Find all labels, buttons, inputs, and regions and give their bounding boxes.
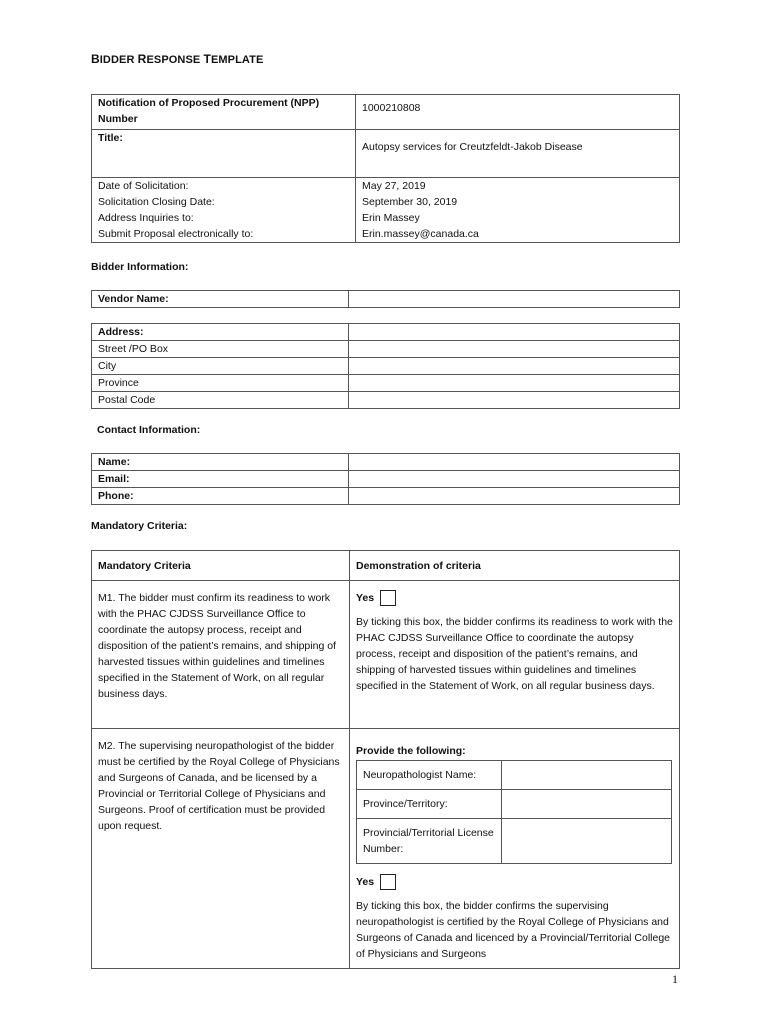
contact-name-field[interactable] bbox=[349, 454, 680, 471]
street-label: Street /PO Box bbox=[92, 341, 349, 358]
province-field[interactable] bbox=[349, 375, 680, 392]
title-value: Autopsy services for Creutzfeldt-Jakob Disease bbox=[356, 129, 680, 177]
contact-name-label: Name: bbox=[92, 454, 349, 471]
m1-yes-checkbox[interactable] bbox=[380, 590, 396, 606]
contact-table bbox=[91, 453, 680, 505]
city-field[interactable] bbox=[349, 358, 680, 375]
date-solicitation-value: May 27, 2019 bbox=[356, 177, 680, 194]
m2-provide-label: Provide the following: bbox=[356, 745, 466, 757]
npp-info-table bbox=[91, 94, 680, 243]
date-solicitation-label: Date of Solicitation: bbox=[92, 177, 356, 194]
col-demonstration-header: Demonstration of criteria bbox=[350, 551, 680, 581]
address-field[interactable] bbox=[349, 324, 680, 341]
neuropathologist-name-label: Neuropathologist Name: bbox=[357, 761, 502, 790]
license-number-field[interactable] bbox=[502, 819, 672, 864]
m1-yes-row bbox=[356, 590, 673, 606]
mandatory-criteria-label: Mandatory Criteria: bbox=[91, 520, 188, 532]
province-label: Province bbox=[92, 375, 349, 392]
contact-email-field[interactable] bbox=[349, 471, 680, 488]
bidder-info-label: Bidder Information: bbox=[91, 261, 189, 273]
m1-demonstration-cell bbox=[350, 581, 680, 729]
contact-phone-label: Phone: bbox=[92, 488, 349, 505]
street-field[interactable] bbox=[349, 341, 680, 358]
inquiries-label: Address Inquiries to: bbox=[92, 210, 356, 226]
closing-date-value: September 30, 2019 bbox=[356, 194, 680, 210]
npp-label: Notification of Proposed Procurement (NPP) Number bbox=[92, 95, 356, 130]
vendor-name-field[interactable] bbox=[349, 291, 680, 308]
contact-phone-field[interactable] bbox=[349, 488, 680, 505]
m2-demonstration-text: By ticking this box, the bidder confirms the supervising neuropathologist is certified by the Royal College of Physicians and Surgeons of Canada and licenced by a Provincial/Territorial College of Physicians and Surgeons bbox=[356, 900, 671, 960]
col-mandatory-criteria-header: Mandatory Criteria bbox=[92, 551, 350, 581]
address-table bbox=[91, 323, 680, 409]
m2-yes-checkbox[interactable] bbox=[380, 874, 396, 890]
city-label: City bbox=[92, 358, 349, 375]
document-title: BIDDER RESPONSE TEMPLATE bbox=[91, 52, 264, 66]
submit-label: Submit Proposal electronically to: bbox=[92, 226, 356, 243]
m2-criteria-text: M2. The supervising neuropathologist of the bidder must be certified by the Royal College of Physicians and Surgeons of Canada, and be licensed by a Provincial or Territorial College of Physicians and Surgeons. Proof of certification must be provided upon request. bbox=[92, 729, 350, 969]
m1-demonstration-text: By ticking this box, the bidder confirms its readiness to work with the PHAC CJDSS Surveillance Office to coordinate the autopsy process, receipt and disposition of the patient’s remains, and shipping of harvested tissues within guidelines and timelines specified in the Statement of Work, on all regular business days. bbox=[356, 616, 673, 692]
mandatory-criteria-table bbox=[91, 550, 680, 969]
license-number-label: Provincial/Territorial License Number: bbox=[357, 819, 502, 864]
m2-yes-label: Yes bbox=[356, 876, 375, 888]
contact-email-label: Email: bbox=[92, 471, 349, 488]
closing-date-label: Solicitation Closing Date: bbox=[92, 194, 356, 210]
m1-yes-label: Yes bbox=[356, 592, 375, 604]
province-territory-field[interactable] bbox=[502, 790, 672, 819]
postal-code-field[interactable] bbox=[349, 392, 680, 409]
vendor-table bbox=[91, 290, 680, 308]
contact-info-label: Contact Information: bbox=[97, 424, 201, 436]
m1-criteria-text: M1. The bidder must confirm its readiness to work with the PHAC CJDSS Surveillance Office to coordinate the autopsy process, receipt and disposition of the patient’s remains, and shipping of harvested tissues within guidelines and timelines specified in the Statement of Work, on all regular business days. bbox=[92, 581, 350, 729]
inquiries-value: Erin Massey bbox=[356, 210, 680, 226]
m2-yes-row bbox=[356, 874, 673, 890]
m2-fields-table bbox=[356, 760, 672, 864]
address-label: Address: bbox=[92, 324, 349, 341]
m2-demonstration-cell bbox=[350, 729, 680, 969]
postal-code-label: Postal Code bbox=[92, 392, 349, 409]
submit-email: Erin.massey@canada.ca bbox=[356, 226, 680, 243]
neuropathologist-name-field[interactable] bbox=[502, 761, 672, 790]
title-label: Title: bbox=[92, 129, 356, 177]
province-territory-label: Province/Territory: bbox=[357, 790, 502, 819]
page-number: 1 bbox=[672, 972, 678, 986]
vendor-name-label: Vendor Name: bbox=[92, 291, 349, 308]
npp-value: 1000210808 bbox=[356, 95, 680, 130]
